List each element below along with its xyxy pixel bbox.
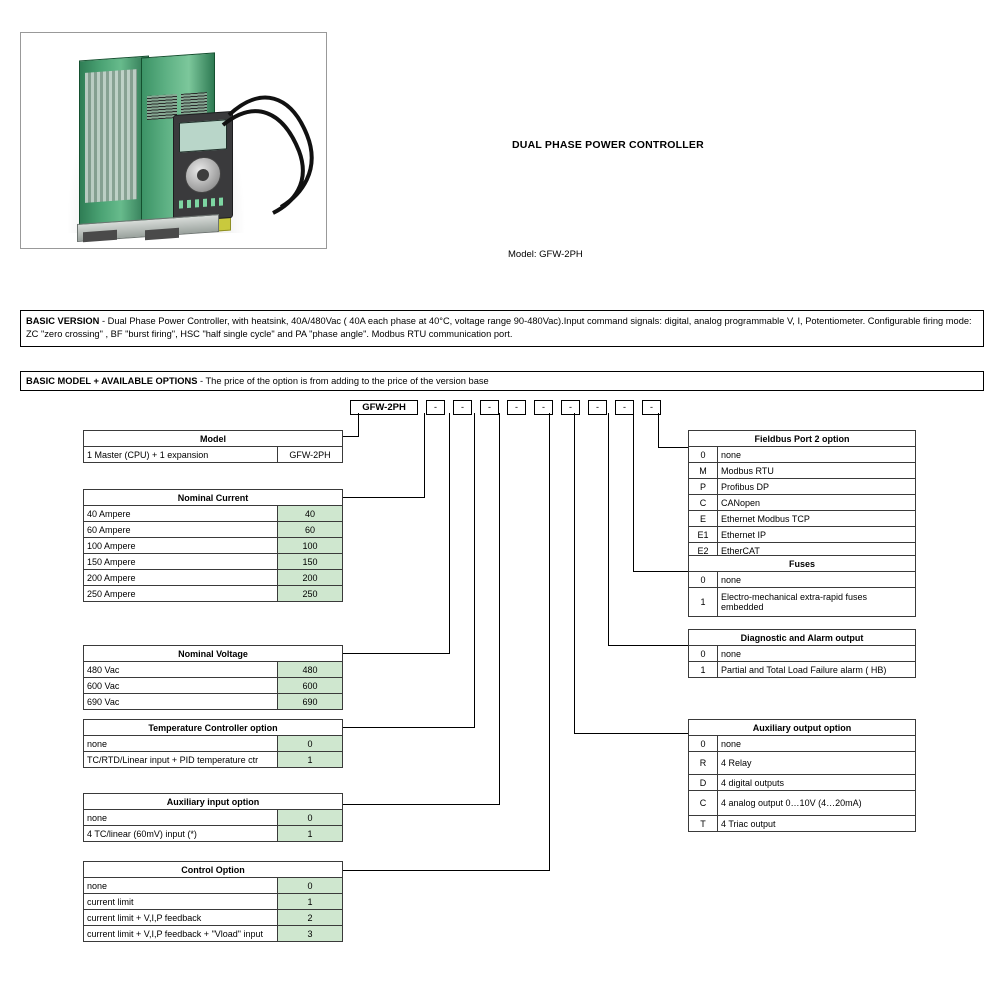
row-label: 100 Ampere bbox=[84, 538, 278, 554]
row-label: 200 Ampere bbox=[84, 570, 278, 586]
table-row bbox=[84, 910, 343, 926]
basic-version-text: - Dual Phase Power Controller, with heatsink, 40A/480Vac ( 40A each phase at 40°C, voltage range 90-480Vac).Input command signals: digital, analog programmable V, I, Potentiometer. Configurable firing mode: ZC "zero crossing" , BF "burst firing", HSC "half single cycle" and PA "phase angle". Modbus RTU communication port. bbox=[26, 316, 972, 340]
row-code: 0 bbox=[689, 646, 718, 662]
table-row bbox=[84, 506, 343, 522]
table-title: Fuses bbox=[689, 556, 916, 572]
row-label: 4 Triac output bbox=[718, 816, 916, 832]
connector-line bbox=[499, 413, 500, 804]
table-row bbox=[84, 538, 343, 554]
row-code: 60 bbox=[278, 522, 343, 538]
row-label: 480 Vac bbox=[84, 662, 278, 678]
code-dash-4: - bbox=[507, 400, 526, 415]
row-code: E2 bbox=[689, 543, 718, 559]
row-code: 1 bbox=[278, 894, 343, 910]
row-label: 4 analog output 0…10V (4…20mA) bbox=[718, 791, 916, 816]
table-row bbox=[689, 479, 916, 495]
row-code: 1 bbox=[689, 588, 718, 617]
table-row bbox=[84, 447, 343, 463]
connector-line bbox=[340, 870, 550, 871]
row-code: 3 bbox=[278, 926, 343, 942]
row-label: 150 Ampere bbox=[84, 554, 278, 570]
table-row bbox=[689, 527, 916, 543]
code-dash-1: - bbox=[426, 400, 445, 415]
table-title: Fieldbus Port 2 option bbox=[689, 431, 916, 447]
row-code: P bbox=[689, 479, 718, 495]
basic-model-text: - The price of the option is from adding to the price of the version base bbox=[197, 376, 489, 386]
row-label: 250 Ampere bbox=[84, 586, 278, 602]
table-row bbox=[84, 894, 343, 910]
basic-version-box bbox=[20, 310, 984, 347]
connector-line bbox=[340, 727, 475, 728]
table-row bbox=[84, 826, 343, 842]
row-label: none bbox=[84, 878, 278, 894]
table-row bbox=[689, 572, 916, 588]
connector-line bbox=[658, 413, 659, 447]
code-dash-8: - bbox=[615, 400, 634, 415]
table-title: Nominal Voltage bbox=[84, 646, 343, 662]
table-title: Temperature Controller option bbox=[84, 720, 343, 736]
table-title: Model bbox=[84, 431, 343, 447]
table-row bbox=[84, 554, 343, 570]
table-control-option bbox=[83, 861, 343, 942]
table-row bbox=[689, 495, 916, 511]
table-row bbox=[84, 662, 343, 678]
connector-line bbox=[340, 804, 500, 805]
row-label: none bbox=[718, 447, 916, 463]
row-code: E bbox=[689, 511, 718, 527]
connector-line bbox=[549, 413, 550, 870]
row-code: 200 bbox=[278, 570, 343, 586]
terminal-left bbox=[83, 230, 117, 242]
row-label: Profibus DP bbox=[718, 479, 916, 495]
row-label: 690 Vac bbox=[84, 694, 278, 710]
row-code: 0 bbox=[278, 810, 343, 826]
table-row bbox=[689, 511, 916, 527]
row-label: TC/RTD/Linear input + PID temperature ctr bbox=[84, 752, 278, 768]
row-code: 250 bbox=[278, 586, 343, 602]
row-label: 40 Ampere bbox=[84, 506, 278, 522]
table-diagnostic-alarm-output bbox=[688, 629, 916, 678]
page-title: DUAL PHASE POWER CONTROLLER bbox=[512, 139, 704, 151]
connector-line bbox=[424, 413, 425, 497]
basic-model-label: BASIC MODEL + AVAILABLE OPTIONS bbox=[26, 376, 198, 386]
table-row bbox=[84, 752, 343, 768]
row-code: 40 bbox=[278, 506, 343, 522]
row-label: 1 Master (CPU) + 1 expansion bbox=[84, 447, 278, 463]
table-row bbox=[84, 678, 343, 694]
table-temperature-controller-option bbox=[83, 719, 343, 768]
table-row bbox=[689, 447, 916, 463]
table-row bbox=[84, 694, 343, 710]
code-dash-3: - bbox=[480, 400, 499, 415]
row-code: 0 bbox=[689, 572, 718, 588]
table-row bbox=[689, 791, 916, 816]
table-row bbox=[689, 646, 916, 662]
row-code: 1 bbox=[278, 752, 343, 768]
row-code: E1 bbox=[689, 527, 718, 543]
row-code: 480 bbox=[278, 662, 343, 678]
connector-line bbox=[340, 653, 450, 654]
connector-line bbox=[608, 645, 688, 646]
table-row bbox=[84, 926, 343, 942]
connector-line bbox=[574, 413, 575, 733]
basic-model-box bbox=[20, 371, 984, 391]
connector-line bbox=[574, 733, 688, 734]
connector-line bbox=[608, 413, 609, 645]
row-label: 4 TC/linear (60mV) input (*) bbox=[84, 826, 278, 842]
table-nominal-current bbox=[83, 489, 343, 602]
row-code: C bbox=[689, 791, 718, 816]
row-code: R bbox=[689, 752, 718, 775]
row-code: GFW-2PH bbox=[278, 447, 343, 463]
code-dash-6: - bbox=[561, 400, 580, 415]
connector-line bbox=[474, 413, 475, 727]
row-label: none bbox=[718, 736, 916, 752]
table-title: Auxiliary input option bbox=[84, 794, 343, 810]
row-label: EtherCAT bbox=[718, 543, 916, 559]
table-fieldbus-port2-option bbox=[688, 430, 916, 559]
table-model bbox=[83, 430, 343, 463]
row-label: 600 Vac bbox=[84, 678, 278, 694]
row-label: 60 Ampere bbox=[84, 522, 278, 538]
table-fuses bbox=[688, 555, 916, 617]
connector-line bbox=[340, 497, 425, 498]
display-screen bbox=[179, 119, 227, 152]
connector-line bbox=[658, 447, 688, 448]
row-label: 4 digital outputs bbox=[718, 775, 916, 791]
table-row bbox=[84, 810, 343, 826]
table-row bbox=[689, 775, 916, 791]
table-row bbox=[84, 522, 343, 538]
table-row bbox=[84, 586, 343, 602]
row-label: none bbox=[84, 810, 278, 826]
row-code: 1 bbox=[278, 826, 343, 842]
table-row bbox=[689, 816, 916, 832]
code-dash-2: - bbox=[453, 400, 472, 415]
row-label: Electro-mechanical extra-rapid fuses embedded bbox=[718, 588, 916, 617]
table-nominal-voltage bbox=[83, 645, 343, 710]
row-code: 150 bbox=[278, 554, 343, 570]
cable-icon bbox=[221, 65, 327, 215]
row-code: T bbox=[689, 816, 718, 832]
row-code: 690 bbox=[278, 694, 343, 710]
order-code-bar bbox=[350, 400, 661, 415]
table-row bbox=[84, 878, 343, 894]
row-label: current limit + V,I,P feedback bbox=[84, 910, 278, 926]
terminal-right bbox=[145, 228, 179, 240]
row-code: D bbox=[689, 775, 718, 791]
table-title: Diagnostic and Alarm output bbox=[689, 630, 916, 646]
table-row bbox=[689, 662, 916, 678]
row-label: Ethernet Modbus TCP bbox=[718, 511, 916, 527]
table-auxiliary-output-option bbox=[688, 719, 916, 832]
row-code: C bbox=[689, 495, 718, 511]
row-code: 100 bbox=[278, 538, 343, 554]
table-row bbox=[84, 570, 343, 586]
row-code: 0 bbox=[689, 736, 718, 752]
table-title: Auxiliary output option bbox=[689, 720, 916, 736]
connector-line bbox=[633, 571, 688, 572]
model-label: Model: GFW-2PH bbox=[508, 249, 583, 260]
table-title: Control Option bbox=[84, 862, 343, 878]
connector-line bbox=[358, 413, 359, 436]
code-dash-7: - bbox=[588, 400, 607, 415]
row-label: Modbus RTU bbox=[718, 463, 916, 479]
code-dash-5: - bbox=[534, 400, 553, 415]
table-row bbox=[689, 588, 916, 617]
connector-line bbox=[449, 413, 450, 653]
row-label: none bbox=[84, 736, 278, 752]
table-title: Nominal Current bbox=[84, 490, 343, 506]
code-dash-9: - bbox=[642, 400, 661, 415]
product-photo bbox=[20, 32, 327, 249]
row-code: 0 bbox=[278, 736, 343, 752]
basic-version-label: BASIC VERSION bbox=[26, 316, 100, 326]
table-auxiliary-input-option bbox=[83, 793, 343, 842]
row-code: 0 bbox=[689, 447, 718, 463]
row-code: 600 bbox=[278, 678, 343, 694]
row-label: current limit + V,I,P feedback + "Vload" input bbox=[84, 926, 278, 942]
row-label: current limit bbox=[84, 894, 278, 910]
row-label: none bbox=[718, 572, 916, 588]
row-code: 0 bbox=[278, 878, 343, 894]
table-row bbox=[84, 736, 343, 752]
row-label: none bbox=[718, 646, 916, 662]
row-label: CANopen bbox=[718, 495, 916, 511]
row-label: Partial and Total Load Failure alarm ( HB) bbox=[718, 662, 916, 678]
row-label: Ethernet IP bbox=[718, 527, 916, 543]
heatsink-fins bbox=[85, 69, 137, 203]
row-code: M bbox=[689, 463, 718, 479]
table-row bbox=[689, 463, 916, 479]
code-model-cell: GFW-2PH bbox=[350, 400, 418, 415]
table-row bbox=[689, 736, 916, 752]
table-row bbox=[689, 752, 916, 775]
row-code: 1 bbox=[689, 662, 718, 678]
connector-line bbox=[633, 413, 634, 571]
row-code: 2 bbox=[278, 910, 343, 926]
row-label: 4 Relay bbox=[718, 752, 916, 775]
